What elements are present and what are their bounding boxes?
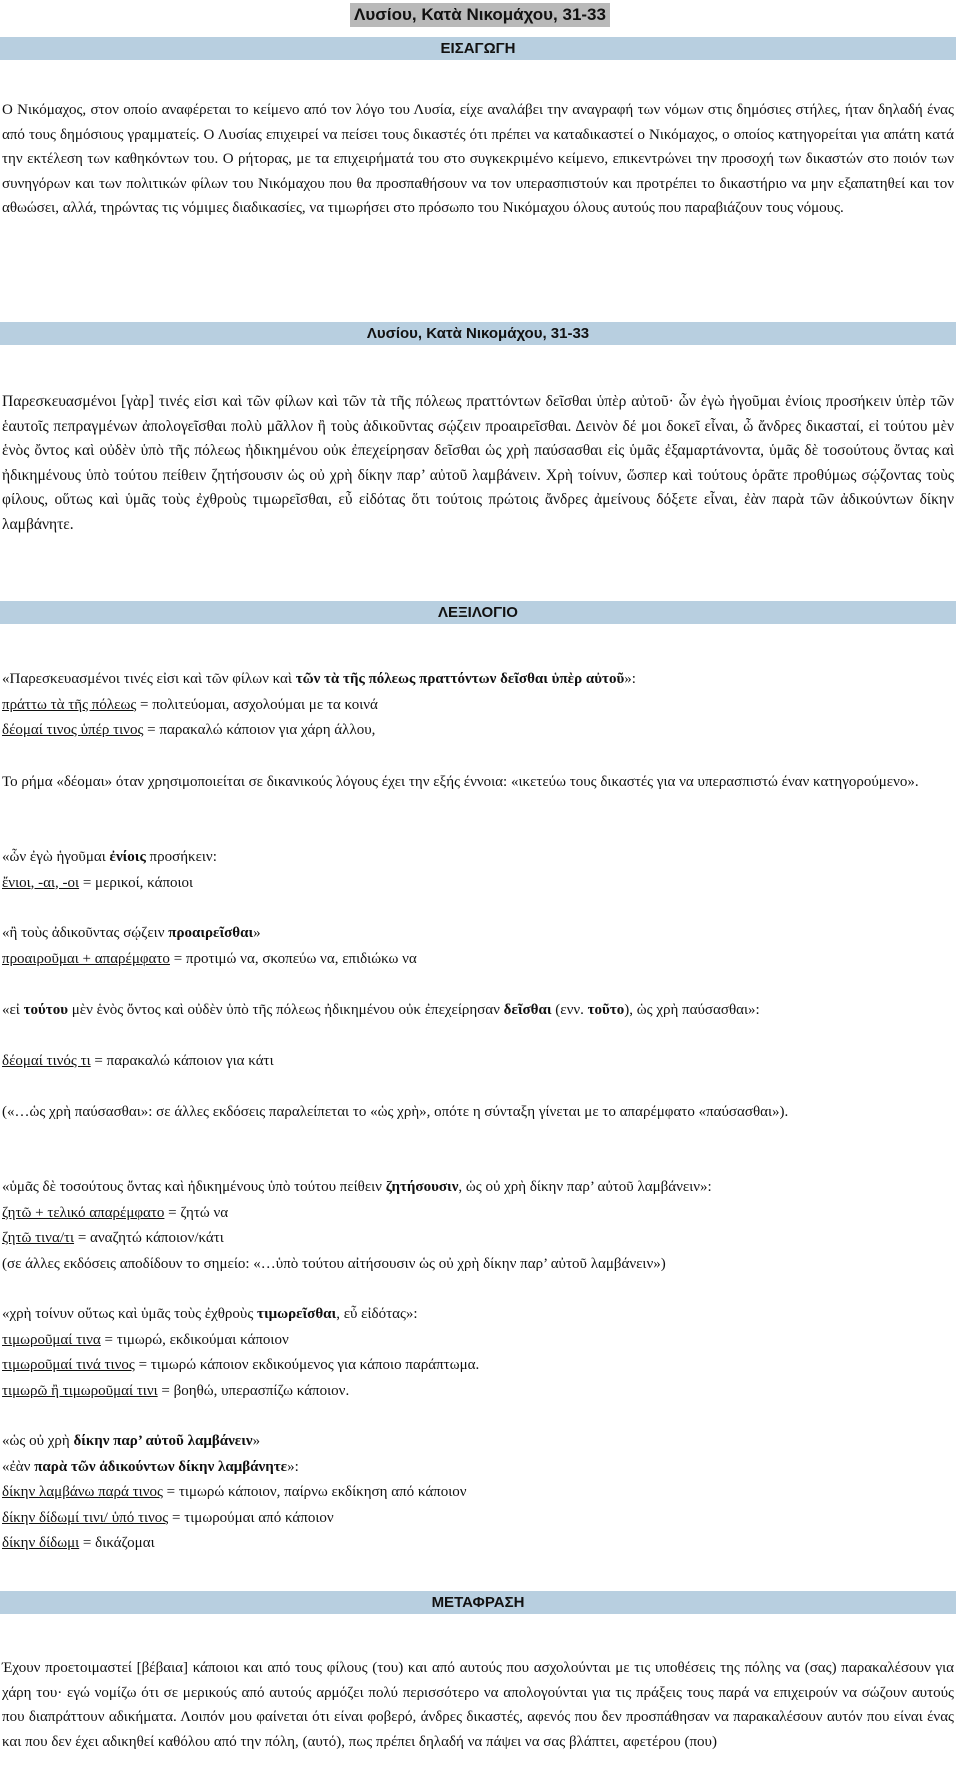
- glossary-entry: ζητῶ τινα/τι = αναζητώ κάποιον/κάτι: [2, 1230, 224, 1246]
- glossary-entry: ζητῶ + τελικό απαρέμφατο = ζητώ να: [2, 1204, 229, 1221]
- glossary-block: [2, 1049, 954, 1075]
- glossary-block: [2, 1429, 954, 1557]
- glossary-quote-2: «ὧν ἐγὼ ἡγοῦμαι ἐνίοις προσήκειν:: [2, 849, 217, 865]
- glossary-block: [2, 667, 954, 744]
- glossary-entry: τιμωρῶ ἢ τιμωροῦμαί τινι = βοηθώ, υπερασπίζω κάποιον.: [2, 1382, 350, 1399]
- glossary-entry: δέομαί τινος ὑπέρ τινος = παρακαλώ κάποιον για χάρη άλλου,: [2, 722, 376, 738]
- glossary-quote-6: «χρὴ τοίνυν οὕτως καὶ ὑμᾶς τοὺς ἐχθροὺς τιμωρεῖσθαι, εὖ εἰδότας»:: [2, 1306, 418, 1322]
- glossary-note-2: («…ὡς χρὴ παύσασθαι»: σε άλλες εκδόσεις παραλείπεται το «ὡς χρὴ», οπότε η σύνταξη γίνεται με το απαρέμφατο «παύσασθαι»).: [2, 1104, 789, 1120]
- glossary-block: [2, 1175, 954, 1277]
- glossary-quote-5: «ὑμᾶς δὲ τοσούτους ὄντας καὶ ἠδικημένους ὑπὸ τούτου πείθειν ζητήσουσιν, ὡς οὐ χρὴ δίκην παρ’ αὐτοῦ λαμβάνειν»:: [2, 1179, 712, 1195]
- glossary-block: [2, 845, 954, 896]
- glossary-entry: πράττω τὰ τῆς πόλεως = πολιτεύομαι, ασχολούμαι με τα κοινά: [2, 696, 378, 713]
- glossary-entry: προαιροῦμαι + απαρέμφατο = προτιμώ να, σκοπεύω να, επιδιώκω να: [2, 950, 417, 967]
- glossary-note-1: Το ρήμα «δέομαι» όταν χρησιμοποιείται σε δικανικούς λόγους έχει την εξής έννοια: «ικετεύω τους δικαστές για να υπερασπιστώ έναν κατηγορούμενο».: [2, 774, 919, 790]
- section-header-intro: ΕΙΣΑΓΩΓΗ: [0, 37, 956, 60]
- glossary-entry: τιμωροῦμαί τινα = τιμωρώ, εκδικούμαι κάποιον: [2, 1331, 289, 1348]
- glossary-quote-7: «ὡς οὐ χρὴ δίκην παρ’ αὐτοῦ λαμβάνειν»: [2, 1433, 261, 1449]
- glossary-quote-1: «Παρεσκευασμένοι τινές εἰσι καὶ τῶν φίλων καὶ τῶν τὰ τῆς πόλεως πραττόντων δεῖσθαι ὑπὲρ αὐτοῦ»:: [2, 671, 636, 687]
- section-header-glossary: ΛΕΞΙΛΟΓΙΟ: [0, 601, 956, 624]
- glossary-entry: ἔνιοι, -αι, -οι = μερικοί, κάποιοι: [2, 874, 194, 891]
- glossary-entry: τιμωροῦμαί τινά τινος = τιμωρώ κάποιον εκδικούμενος για κάποιο παράπτωμα.: [2, 1357, 480, 1373]
- glossary-quote-8: «ἐὰν παρὰ τῶν ἀδικούντων δίκην λαμβάνητε»:: [2, 1458, 299, 1475]
- glossary-entry: δίκην δίδωμι = δικάζομαι: [2, 1535, 155, 1551]
- glossary-entry: δέομαί τινός τι = παρακαλώ κάποιον για κάτι: [2, 1053, 274, 1069]
- translation-paragraph: Έχουν προετοιμαστεί [βέβαια] κάποιοι και από τους φίλους (του) και από αυτούς που ασχολούνται με τις υποθέσεις της πόλης να (σας) παρακαλέσουν για χάρη του· εγώ νομίζω ότι σε μερικούς από αυτούς αρμόζει πολύ περισσότερο να απολογούνται για τις πράξεις τους παρά να επιχειρούν να σώζουν αυτούς που διαπράττουν αδικήματα. Λοιπόν μου φαίνεται ότι είναι φοβερό, άνδρες δικαστές, αφενός που δεν προσπάθησαν να παρακαλέσουν αυτόν που είναι ένας και που δεν έχει αδικηθεί καθόλου από την πόλη, (αυτό), πως πρέπει δηλαδή να πάψει να σας βλάπτει, αφετέρου (που): [2, 1660, 954, 1750]
- ancient-text-paragraph: Παρεσκευασμένοι [γὰρ] τινές εἰσι καὶ τῶν φίλων καὶ τῶν τὰ τῆς πόλεως πραττόντων δεῖσθαι ὑπὲρ αὐτοῦ· ὧν ἐγὼ ἡγοῦμαι ἐνίοις προσήκειν ὑπὲρ τῶν ἑαυτοῖς πεπραγμένων ἀπολογεῖσθαι πολὺ μᾶλλον ἢ τοὺς ἀδικοῦντας σῴζειν προαιρεῖσθαι. Δεινὸν δέ μοι δοκεῖ εἶναι, ὦ ἄνδρες δικασταί, εἰ τούτου μὲν ἑνὸς ὄντος καὶ οὐδὲν ὑπὸ τῆς πόλεως ἠδικημένου οὐκ ἐπεχείρησαν δεῖσθαι ὡς χρὴ παύσασθαι εἰς ὑμᾶς ἐξαμαρτάνοντα, ὑμᾶς δὲ τοσούτους ὄντας καὶ ἠδικημένους ὑπὸ τούτου πείθειν ζητήσουσιν ὡς οὐ χρὴ δίκην παρ’ αὐτοῦ λαμβάνειν. Χρὴ τοίνυν, ὥσπερ καὶ τούτους ὁρᾶτε προθύμως σῴζοντας τοὺς φίλους, οὕτως καὶ ὑμᾶς τοὺς ἐχθροὺς τιμωρεῖσθαι, εὖ εἰδότας ὅτι τούτοις πρώτοις ἄνδρες ἀμείνους δόξετε εἶναι, ἐὰν παρὰ τῶν ἀδικούντων δίκην λαμβάνητε.: [2, 393, 954, 533]
- document-title-text: Λυσίου, Κατὰ Νικομάχου, 31-33: [350, 3, 610, 27]
- section-header-text: Λυσίου, Κατὰ Νικομάχου, 31-33: [0, 322, 956, 345]
- glossary-block: [2, 921, 954, 972]
- glossary-quote-4: «εἰ τούτου μὲν ἑνὸς ὄντος καὶ οὐδὲν ὑπὸ τῆς πόλεως ἠδικημένου οὐκ ἐπεχείρησαν δεῖσθαι (ενν. τοῦτο), ὡς χρὴ παύσασθαι»:: [2, 1002, 760, 1018]
- glossary-entry: δίκην δίδωμί τινι/ ὑπό τινος = τιμωρούμαι από κάποιον: [2, 1509, 334, 1526]
- document-title: [0, 3, 960, 27]
- glossary-block: [2, 1302, 954, 1404]
- intro-paragraph: Ο Νικόμαχος, στον οποίο αναφέρεται το κείμενο από τον λόγο του Λυσία, είχε αναλάβει την αναγραφή των νόμων στις δημόσιες στήλες, ήταν δηλαδή ένας από τους δημόσιους γραμματείς. Ο Λυσίας επιχειρεί να πείσει τους δικαστές ότι πρέπει να καταδικαστεί ο Νικόμαχος, ο οποίος κατηγορείται για απάτη κατά την εκτέλεση των καθηκόντων του. Ο ρήτορας, με τα επιχειρήματά του στο συγκεκριμένο κείμενο, επικεντρώνει την προσοχή των δικαστών στο ποιόν των συνηγόρων και των πολιτικών φίλων του Νικόμαχου που θα προσπαθήσουν να τον υπερασπιστούν και προτρέπει το δικαστήριο να μην εξαπατηθεί και τον αθωώσει, αλλά, τηρώντας τις νόμιμες διαδικασίες, να τιμωρήσει στο πρόσωπο του Νικόμαχου όλους αυτούς που παραβιάζουν τους νόμους.: [2, 102, 954, 217]
- glossary-entry: (σε άλλες εκδόσεις αποδίδουν το σημείο: «…ὑπὸ τούτου αἰτήσουσιν ὡς οὐ χρὴ δίκην παρ’ αὐτοῦ λαμβάνειν»): [2, 1255, 666, 1272]
- glossary-entry: δίκην λαμβάνω παρά τινος = τιμωρώ κάποιον, παίρνω εκδίκηση από κάποιον: [2, 1484, 467, 1500]
- section-header-translation: ΜΕΤΑΦΡΑΣΗ: [0, 1591, 956, 1614]
- glossary-quote-3: «ἢ τοὺς ἀδικοῦντας σῴζειν προαιρεῖσθαι»: [2, 925, 261, 941]
